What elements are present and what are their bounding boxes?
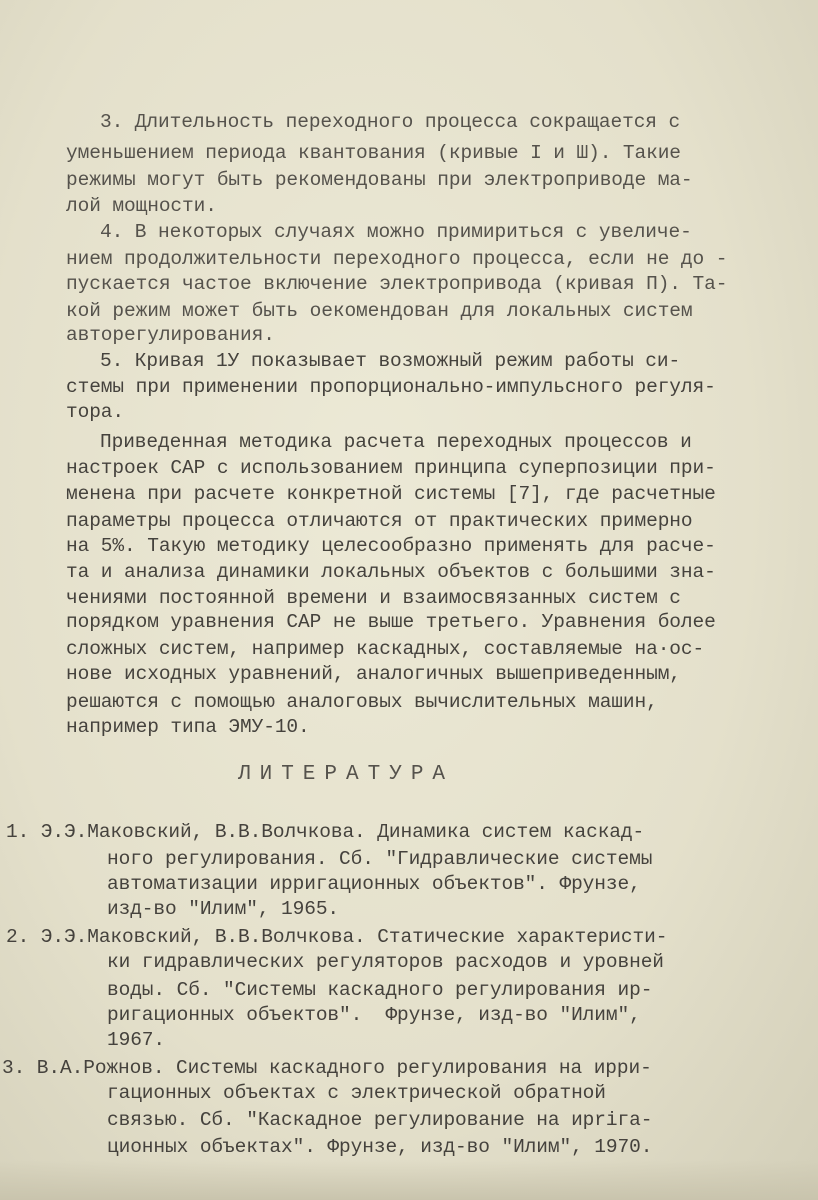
text-line: стемы при применении пропорционально-импульсного регуля- xyxy=(66,376,716,398)
text-line: пускается частое включение электропривода (кривая П). Та- xyxy=(66,273,728,295)
reference-line: гационных объектах с электрической обратной xyxy=(107,1082,606,1104)
text-line: 4. В некоторых случаях можно примириться с увеличе- xyxy=(100,221,692,243)
text-line: тора. xyxy=(66,401,125,423)
text-line: на 5%. Такую методику целесообразно применять для расче- xyxy=(66,535,716,557)
text-line: сложных систем, например каскадных, составляемые на·ос- xyxy=(66,638,705,660)
reference-line: ригационных объектов". Фрунзе, изд-во "Илим", xyxy=(107,1004,641,1026)
text-line: режимы могут быть рекомендованы при электроприводе ма- xyxy=(66,169,693,191)
reference-line: ного регулирования. Сб. "Гидравлические системы xyxy=(107,848,653,870)
reference-line: 2. Э.Э.Маковский, В.В.Волчкова. Статические характеристи- xyxy=(6,926,668,948)
text-line: чениями постоянной времени и взаимосвязанных систем с xyxy=(66,587,681,609)
reference-line: изд-во "Илим", 1965. xyxy=(107,898,340,920)
text-line: та и анализа динамики локальных объектов с большими зна- xyxy=(66,561,716,583)
references-heading: ЛИТЕРАТУРА xyxy=(238,763,455,786)
reference-line: ки гидравлических регуляторов расходов и уровней xyxy=(107,951,664,973)
text-line: 5. Кривая 1У показывает возможный режим работы си- xyxy=(100,350,681,372)
text-line: настроек САР с использованием принципа суперпозиции при- xyxy=(66,457,716,479)
page-shadow xyxy=(0,1160,818,1200)
text-line: 3. Длительность переходного процесса сокращается с xyxy=(100,111,681,133)
reference-line: 1967. xyxy=(107,1029,166,1051)
text-line: менена при расчете конкретной системы [7], где расчетные xyxy=(66,483,716,505)
text-line: параметры процесса отличаются от практических примерно xyxy=(66,510,693,532)
text-line: решаются с помощью аналоговых вычислительных машин, xyxy=(66,691,658,713)
text-line: например типа ЭМУ-10. xyxy=(66,716,310,738)
text-line: порядком уравнения САР не выше третьего. Уравнения более xyxy=(66,611,716,633)
text-line: кой режим может быть оекомендован для локальных систем xyxy=(66,300,693,322)
text-line: уменьшением периода квантования (кривые I и Ш). Такие xyxy=(66,142,681,164)
reference-line: ционных объектах". Фрунзе, изд-во "Илим", 1970. xyxy=(107,1136,653,1158)
reference-line: связью. Сб. "Каскадное регулирование на ирriга- xyxy=(107,1109,653,1131)
text-line: нове исходных уравнений, аналогичных вышеприведенным, xyxy=(66,663,681,685)
reference-line: автоматизации ирригационных объектов". Фрунзе, xyxy=(107,873,641,895)
text-line: лой мощности. xyxy=(66,195,217,217)
reference-line: 3. В.А.Рожнов. Системы каскадного регулирования на ирри- xyxy=(2,1057,652,1079)
text-line: авторегулирования. xyxy=(66,324,275,346)
reference-line: воды. Сб. "Системы каскадного регулирования ир- xyxy=(107,979,653,1001)
text-line: Приведенная методика расчета переходных процессов и xyxy=(100,431,692,453)
text-line: нием продолжительности переходного процесса, если не до - xyxy=(66,248,728,270)
reference-line: 1. Э.Э.Маковский, В.В.Волчкова. Динамика систем каскад- xyxy=(6,821,645,843)
